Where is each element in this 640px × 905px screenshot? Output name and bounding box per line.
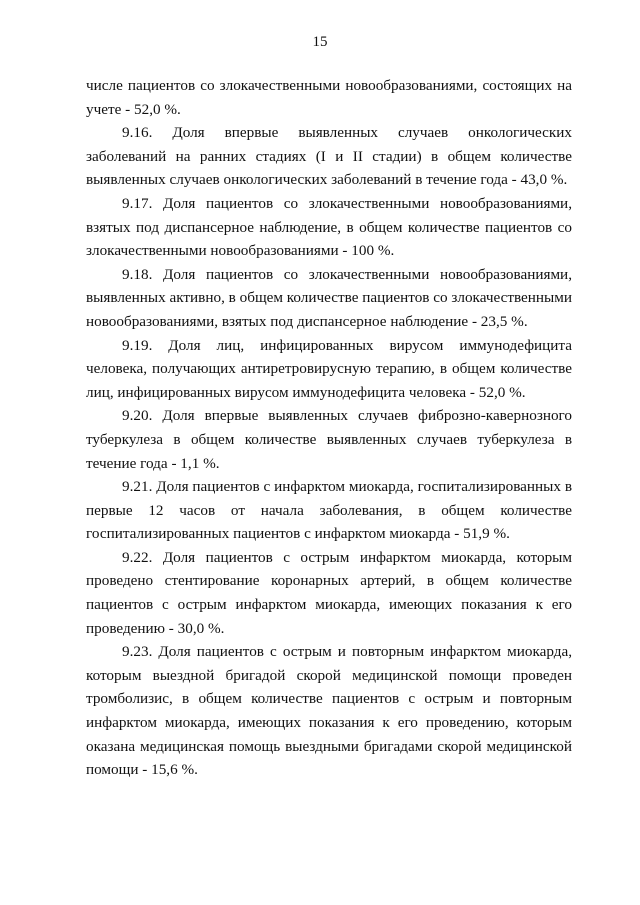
page-number: 15 bbox=[312, 34, 328, 50]
paragraph-9-23: 9.23. Доля пациентов с острым и повторным инфарктом миокарда, которым выездной бригадой скорой медицинской помощи проведен тромболизис, в общем количестве пациентов с острым и повторным инфарктом миокарда, имеющих показания к его проведению, которым оказана медицинская помощь выездными бригадами скорой медицинской помощи - 15,6 %. bbox=[86, 643, 572, 779]
paragraph-9-19: 9.19. Доля лиц, инфицированных вирусом иммунодефицита человека, получающих антиретровирусную терапию, в общем количестве лиц, инфицированных вирусом иммунодефицита человека - 52,0 %. bbox=[86, 336, 572, 401]
paragraph-9-16: 9.16. Доля впервые выявленных случаев онкологических заболеваний на ранних стадиях (I и II стадии) в общем количестве выявленных случаев онкологических заболеваний в течение года - 43,0 %. bbox=[86, 124, 572, 189]
paragraph-9-22: 9.22. Доля пациентов с острым инфарктом миокарда, которым проведено стентирование коронарных артерий, в общем количестве пациентов с острым инфарктом миокарда, имеющих показания к его проведению - 30,0 %. bbox=[86, 548, 572, 637]
paragraph-9-18: 9.18. Доля пациентов со злокачественными новообразованиями, выявленных активно, в общем количестве пациентов со злокачественными новообразованиями, взятых под диспансерное наблюдение - 23,5 %. bbox=[86, 265, 572, 330]
paragraph-9-20: 9.20. Доля впервые выявленных случаев фиброзно-кавернозного туберкулеза в общем количестве выявленных случаев туберкулеза в течение года - 1,1 %. bbox=[86, 407, 572, 472]
document-body bbox=[86, 74, 572, 782]
paragraph-9-17: 9.17. Доля пациентов со злокачественными новообразованиями, взятых под диспансерное наблюдение, в общем количестве пациентов со злокачественными новообразованиями - 100 %. bbox=[86, 194, 572, 260]
paragraph-continuation: числе пациентов со злокачественными новообразованиями, состоящих на учете - 52,0 %. bbox=[86, 77, 572, 118]
paragraph-9-21: 9.21. Доля пациентов с инфарктом миокарда, госпитализированных в первые 12 часов от начала заболевания, в общем количестве госпитализированных пациентов с инфарктом миокарда - 51,9 %. bbox=[86, 478, 572, 543]
